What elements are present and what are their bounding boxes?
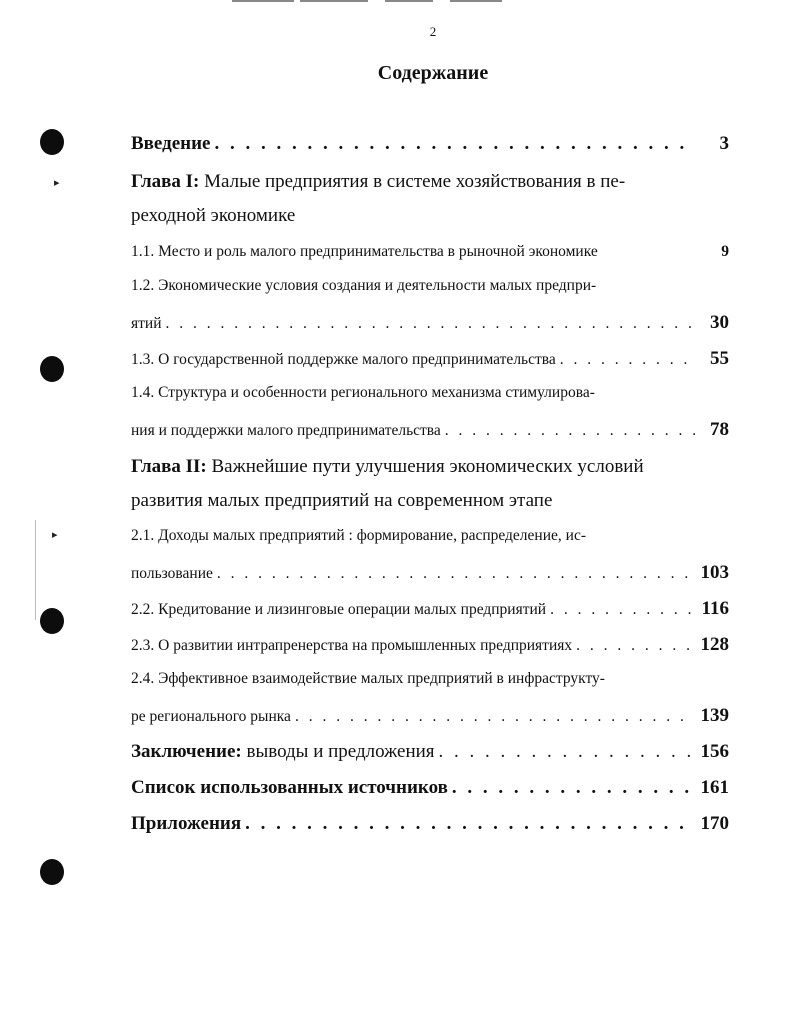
toc-label: Приложения	[131, 813, 242, 834]
toc-page: 116	[701, 598, 729, 619]
toc-label: 2.3. О развитии интрапренерства на промышленных предприятиях	[131, 637, 573, 654]
leader-dots	[576, 637, 691, 655]
toc-entry-1-1[interactable]	[131, 243, 729, 261]
chapter-1-heading-line2: реходной экономике	[131, 205, 296, 226]
toc-label: 1.1. Место и роль малого предпринимательства в рыночной экономике	[131, 243, 598, 260]
toc-page: 103	[700, 562, 729, 583]
toc-page: 78	[710, 419, 729, 440]
toc-entry-2-2[interactable]	[131, 598, 729, 620]
toc-entry-2-4-line1: 2.4. Эффективное взаимодействие малых предприятий в инфраструкту-	[131, 670, 605, 687]
page-edge	[35, 520, 36, 620]
chapter-2-heading[interactable]	[131, 456, 644, 478]
toc-label: Список использованных источников	[131, 777, 448, 798]
page-title: Содержание	[377, 62, 489, 84]
toc-entry-sources[interactable]	[131, 777, 729, 799]
toc-entry-1-2-line1: 1.2. Экономические условия создания и деятельности малых предпри-	[131, 277, 597, 294]
toc-label-bold: Заключение:	[131, 741, 242, 762]
toc-entry-1-4-line1: 1.4. Структура и особенности регионального механизма стимулирова-	[131, 384, 595, 401]
toc-page: 30	[710, 312, 729, 333]
toc-entry-2-1[interactable]	[131, 562, 729, 584]
punch-hole	[40, 859, 64, 885]
leader-dots	[452, 777, 691, 799]
toc-label: 2.2. Кредитование и лизинговые операции малых предприятий	[131, 601, 547, 618]
leader-dots	[245, 813, 691, 835]
arrow-mark-icon: ▸	[52, 529, 58, 541]
punch-hole	[40, 608, 64, 634]
toc-page: 128	[700, 634, 729, 655]
scan-line	[450, 0, 502, 2]
toc-page: 156	[700, 741, 729, 762]
leader-dots	[550, 601, 691, 619]
toc-label: пользование	[131, 565, 213, 582]
toc-page: 9	[721, 243, 729, 260]
toc-entry-2-1-line1: 2.1. Доходы малых предприятий : формирование, распределение, ис-	[131, 527, 586, 544]
toc-label-rest: выводы и предложения	[241, 741, 435, 762]
leader-dots	[445, 422, 695, 440]
toc-entry-2-3[interactable]	[131, 634, 729, 656]
chapter-1-heading[interactable]	[131, 171, 625, 193]
toc-entry-2-4[interactable]	[131, 705, 729, 727]
leader-dots	[215, 133, 696, 155]
toc-label: ния и поддержки малого предпринимательства	[131, 422, 441, 439]
punch-hole	[40, 356, 64, 382]
chapter-title: Важнейшие пути улучшения экономических условий	[206, 456, 644, 477]
toc-entry-appendix[interactable]	[131, 813, 729, 835]
toc-page: 170	[700, 813, 729, 834]
leader-dots	[166, 315, 696, 333]
chapter-title: Малые предприятия в системе хозяйствования в пе-	[199, 171, 626, 192]
toc-label: 1.3. О государственной поддержке малого предпринимательства	[131, 351, 556, 368]
toc-page: 139	[700, 705, 729, 726]
leader-dots	[217, 565, 691, 583]
toc-entry-intro[interactable]	[131, 133, 729, 155]
leader-dots	[439, 741, 691, 763]
leader-dots	[295, 708, 691, 726]
toc-page: 55	[710, 348, 729, 369]
scan-line	[232, 0, 294, 2]
chapter-label: Глава I:	[131, 171, 200, 192]
toc-label: Введение	[131, 133, 211, 154]
toc-entry-1-2[interactable]	[131, 312, 729, 334]
leader-dots	[560, 351, 695, 369]
toc-label: ре регионального рынка	[131, 708, 291, 725]
chapter-label: Глава II:	[131, 456, 207, 477]
arrow-mark-icon: ▸	[54, 177, 60, 189]
scan-line	[385, 0, 433, 2]
page-number: 2	[429, 24, 437, 39]
chapter-2-heading-line2: развития малых предприятий на современном этапе	[131, 490, 553, 511]
scan-line	[300, 0, 368, 2]
punch-hole	[40, 129, 64, 155]
toc-entry-conclusion[interactable]	[131, 741, 729, 763]
toc-entry-1-3[interactable]	[131, 348, 729, 370]
toc-label	[131, 741, 435, 763]
toc-entry-1-4[interactable]	[131, 419, 729, 441]
toc-label: ятий	[131, 315, 162, 332]
toc-page: 161	[700, 777, 729, 798]
toc-page: 3	[719, 133, 729, 154]
